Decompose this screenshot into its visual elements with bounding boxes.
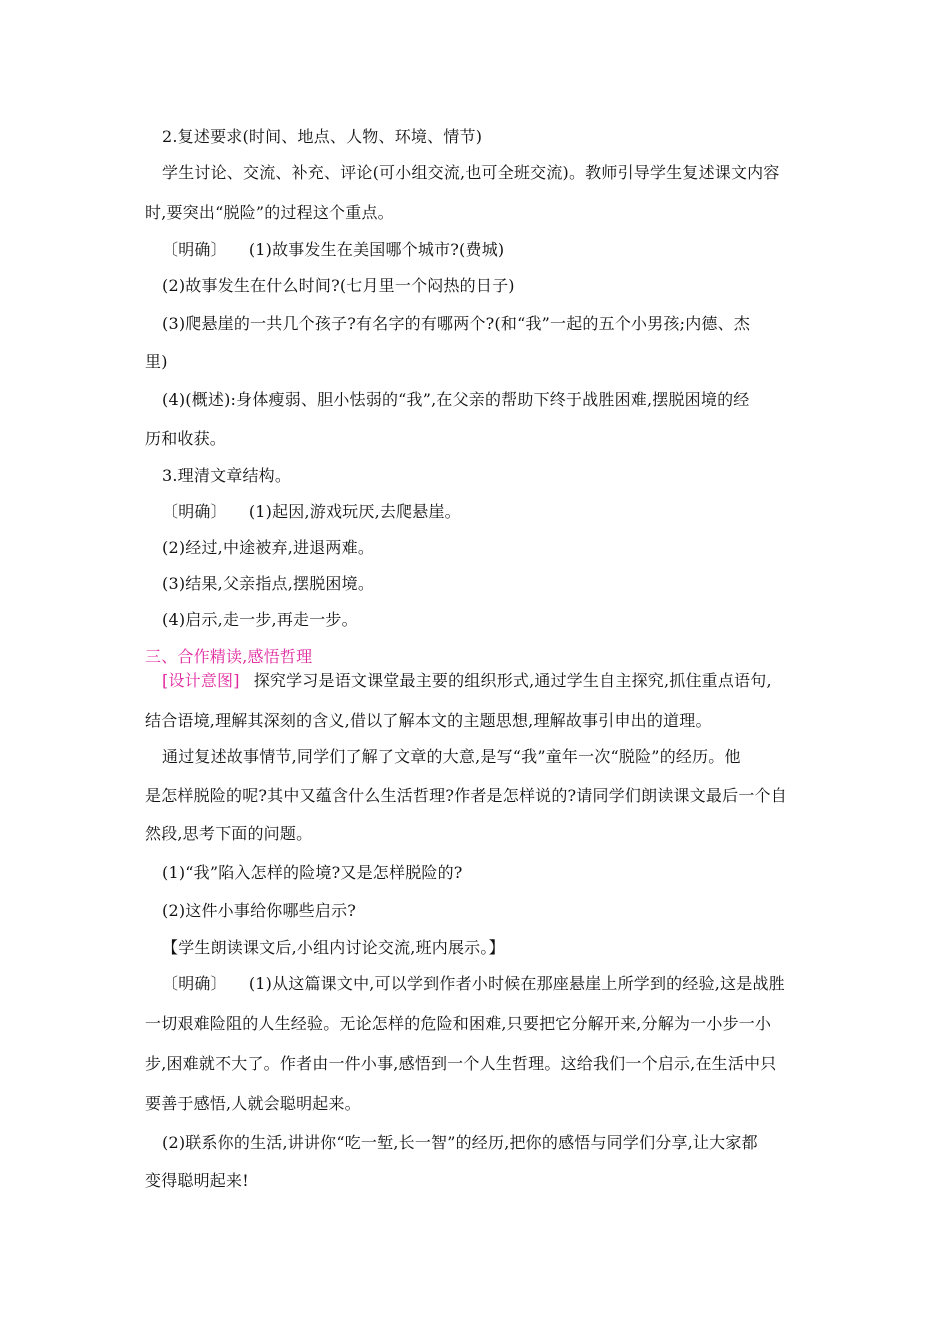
- activity-note: 【学生朗读课文后,小组内讨论交流,班内展示。】: [162, 938, 505, 957]
- question-3-line-2: 里): [145, 352, 168, 371]
- intro-line-1: 通过复述故事情节,同学们了解了文章的大意,是写“我”童年一次“脱险”的经历。他: [162, 747, 741, 766]
- structure-4: (4)启示,走一步,再走一步。: [162, 610, 358, 629]
- structure-3: (3)结果,父亲指点,摆脱困境。: [162, 574, 375, 593]
- answer-1-line-4: 要善于感悟,人就会聪明起来。: [145, 1094, 361, 1113]
- structure-1: (1)起因,游戏玩厌,去爬悬崖。: [248, 502, 461, 521]
- design-intent-label: [设计意图]: [162, 671, 240, 690]
- design-intent-line-1: [162, 670, 772, 692]
- question-1: (1)故事发生在美国哪个城市?(费城): [248, 240, 505, 259]
- structure-2: (2)经过,中途被弃,进退两难。: [162, 538, 375, 557]
- discussion-question-2: (2)这件小事给你哪些启示?: [162, 901, 357, 920]
- question-4-line-2: 历和收获。: [145, 429, 227, 448]
- section-3-heading: 三、合作精读,感悟哲理: [145, 647, 313, 666]
- question-3-line-1: (3)爬悬崖的一共几个孩子?有名字的有哪两个?(和“我”一起的五个小男孩;内德、杰: [162, 314, 751, 333]
- answer-1-line-1: [162, 973, 785, 995]
- design-intent-line-2: 结合语境,理解其深刻的含义,借以了解本文的主题思想,理解故事引申出的道理。: [145, 711, 712, 730]
- item-2-title: 2.复述要求(时间、地点、人物、环境、情节): [162, 127, 483, 146]
- answer-2-line-2: 变得聪明起来!: [145, 1171, 249, 1190]
- intro-line-3: 然段,思考下面的问题。: [145, 824, 313, 843]
- clarify-label: 〔明确〕: [162, 240, 227, 259]
- item-2-para-line-1: 学生讨论、交流、补充、评论(可小组交流,也可全班交流)。教师引导学生复述课文内容: [162, 163, 780, 182]
- answer-1-text: (1)从这篇课文中,可以学到作者小时候在那座悬崖上所学到的经验,这是战胜: [248, 974, 785, 993]
- design-intent-text: 探究学习是语文课堂最主要的组织形式,通过学生自主探究,抓住重点语句,: [253, 671, 772, 690]
- intro-line-2: 是怎样脱险的呢?其中又蕴含什么生活哲理?作者是怎样说的?请同学们朗读课文最后一个自: [145, 786, 787, 805]
- answer-1-line-3: 步,困难就不大了。作者由一件小事,感悟到一个人生哲理。这给我们一个启示,在生活中只: [145, 1054, 777, 1073]
- answer-1-line-2: 一切艰难险阻的人生经验。无论怎样的危险和困难,只要把它分解开来,分解为一小步一小: [145, 1014, 772, 1033]
- discussion-question-1: (1)“我”陷入怎样的险境?又是怎样脱险的?: [162, 863, 463, 882]
- clarify-label: 〔明确〕: [162, 502, 227, 521]
- question-4-line-1: (4)(概述):身体瘦弱、胆小怯弱的“我”,在父亲的帮助下终于战胜困难,摆脱困境的经: [162, 390, 750, 409]
- clarify-line-1: [162, 239, 504, 261]
- structure-line-1: [162, 501, 461, 523]
- clarify-label: 〔明确〕: [162, 974, 227, 993]
- question-2: (2)故事发生在什么时间?(七月里一个闷热的日子): [162, 276, 515, 295]
- item-2-para-line-2: 时,要突出“脱险”的过程这个重点。: [145, 203, 394, 222]
- answer-2-line-1: (2)联系你的生活,讲讲你“吃一堑,长一智”的经历,把你的感悟与同学们分享,让大家都: [162, 1133, 758, 1152]
- item-3-title: 3.理清文章结构。: [162, 466, 292, 485]
